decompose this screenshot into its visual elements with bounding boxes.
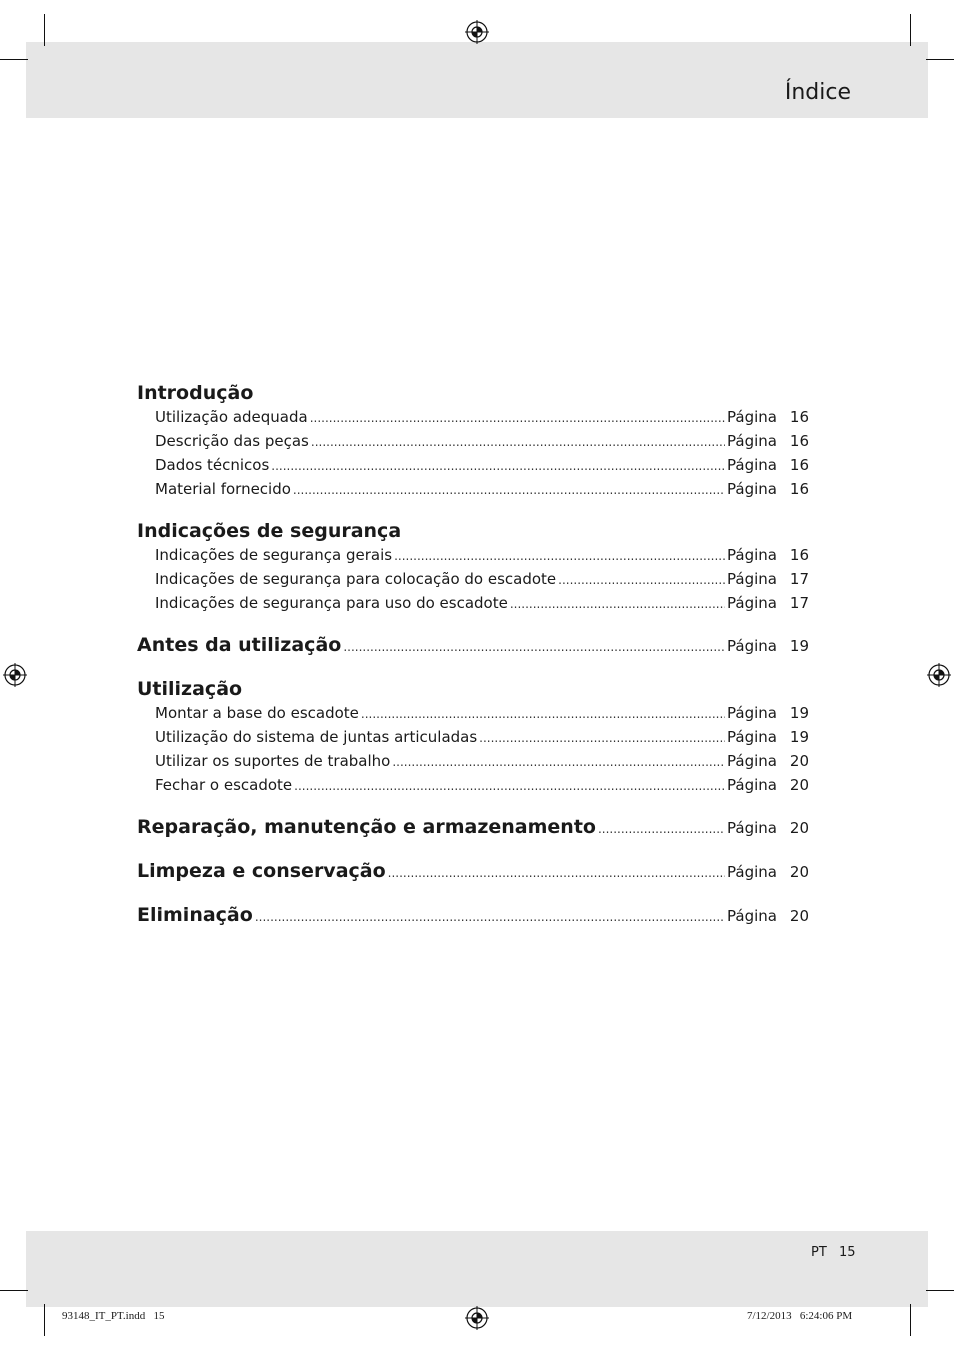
crop-mark	[0, 59, 28, 60]
page-number: 19	[789, 728, 809, 746]
section-heading[interactable]: Eliminação ..... Página 20	[137, 902, 809, 930]
crop-mark	[910, 14, 911, 46]
toc-section-indicacoes-seguranca	[137, 518, 809, 616]
crop-mark	[0, 1290, 28, 1291]
crop-mark	[926, 1290, 954, 1291]
section-heading[interactable]: Utilização	[137, 678, 243, 700]
dot-leader	[479, 727, 725, 750]
file-slug: 93148_IT_PT.indd 15	[62, 1310, 165, 1322]
table-of-contents	[137, 380, 809, 930]
dot-leader	[310, 407, 725, 430]
registration-mark-icon	[927, 663, 951, 687]
footer-band	[26, 1231, 928, 1307]
dot-leader	[361, 703, 725, 726]
toc-entry[interactable]: Dados técnicos ..... Página 16	[137, 454, 809, 478]
page-number: 20	[789, 776, 809, 794]
page-number: 16	[789, 408, 809, 426]
toc-entry[interactable]: Montar a base do escadote ..... Página 19	[137, 702, 809, 726]
registration-mark-icon	[3, 663, 27, 687]
toc-entry[interactable]: Utilização adequada ..... Página 16	[137, 406, 809, 430]
section-heading[interactable]: Indicações de segurança	[137, 520, 402, 542]
dot-leader	[271, 455, 725, 478]
toc-section-reparacao	[137, 814, 809, 842]
page-number: 17	[789, 594, 809, 612]
footer-page-number: 15	[839, 1245, 856, 1260]
dot-leader	[394, 545, 725, 568]
dot-leader	[388, 860, 725, 886]
toc-section-eliminacao	[137, 902, 809, 930]
section-heading[interactable]: Introdução	[137, 382, 254, 404]
dot-leader	[598, 816, 725, 842]
toc-entry[interactable]: Descrição das peças ..... Página 16	[137, 430, 809, 454]
registration-mark-icon	[465, 1306, 489, 1330]
dot-leader	[392, 751, 725, 774]
toc-section-introducao	[137, 380, 809, 502]
section-heading[interactable]: Reparação, manutenção e armazenamento ..... Página 20	[137, 814, 809, 842]
page-number: 16	[789, 480, 809, 498]
page-number: 16	[789, 432, 809, 450]
registration-mark-icon	[465, 20, 489, 44]
toc-entry[interactable]: Indicações de segurança para colocação do escadote ..... Página 17	[137, 568, 809, 592]
footer-language: PT	[811, 1245, 827, 1260]
toc-section-limpeza	[137, 858, 809, 886]
dot-leader	[294, 775, 725, 798]
dot-leader	[293, 479, 725, 502]
dot-leader	[510, 593, 725, 616]
page-number: 16	[789, 456, 809, 474]
toc-section-antes-utilizacao	[137, 632, 809, 660]
dot-leader	[558, 569, 725, 592]
crop-mark	[44, 1304, 45, 1336]
toc-entry[interactable]: Fechar o escadote ..... Página 20	[137, 774, 809, 798]
dot-leader	[255, 904, 725, 930]
toc-entry[interactable]: Indicações de segurança gerais ..... Página 16	[137, 544, 809, 568]
crop-mark	[910, 1304, 911, 1336]
print-timestamp: 7/12/2013 6:24:06 PM	[747, 1310, 853, 1322]
dot-leader	[311, 431, 725, 454]
page-number: 20	[789, 907, 809, 925]
page-number: 17	[789, 570, 809, 588]
toc-entry[interactable]: Indicações de segurança para uso do escadote ..... Página 17	[137, 592, 809, 616]
page-number: 16	[789, 546, 809, 564]
page-number: 19	[789, 637, 809, 655]
dot-leader	[343, 634, 725, 660]
toc-entry[interactable]: Utilizar os suportes de trabalho ..... Página 20	[137, 750, 809, 774]
crop-mark	[926, 59, 954, 60]
crop-mark	[44, 14, 45, 46]
page-number: 20	[789, 819, 809, 837]
page-number: 20	[789, 752, 809, 770]
toc-entry[interactable]: Utilização do sistema de juntas articuladas ..... Página 19	[137, 726, 809, 750]
page-title: Índice	[784, 80, 851, 105]
page-number: 19	[789, 704, 809, 722]
section-heading[interactable]: Limpeza e conservação ..... Página 20	[137, 858, 809, 886]
page-number: 20	[789, 863, 809, 881]
toc-entry[interactable]: Material fornecido ..... Página 16	[137, 478, 809, 502]
toc-section-utilizacao	[137, 676, 809, 798]
section-heading[interactable]: Antes da utilização ..... Página 19	[137, 632, 809, 660]
